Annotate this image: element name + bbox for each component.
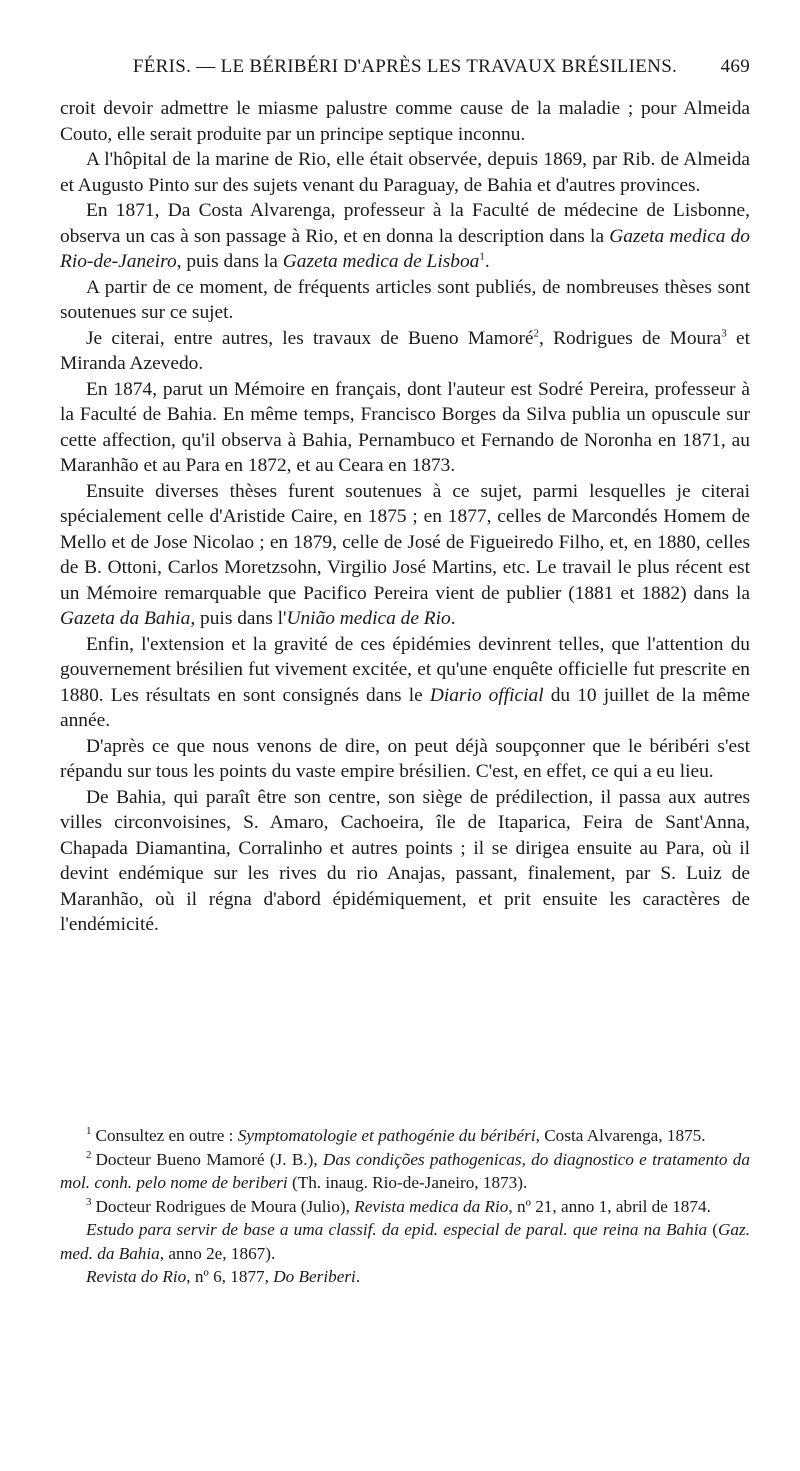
text-run: ( [707,1220,718,1239]
paragraph [60,96,750,147]
footnotes [60,1124,750,1289]
cited-title: Revista medica da Rio [354,1196,509,1216]
paragraph [60,632,750,734]
header-title: FÉRIS. — LE BÉRIBÉRI D'APRÈS LES TRAVAUX BRÉSILIENS. [132,56,678,77]
journal-title: União medica de Rio [286,608,451,629]
text-run: Consultez en outre : [95,1126,238,1145]
text-run: , Rodrigues de Moura [539,327,722,349]
text-run: du 10 juillet de la même année. [60,684,751,731]
text-run: , nº 21, anno 1, abril de 1874. [508,1196,711,1216]
text-run: . [450,608,456,629]
paragraph [60,479,750,632]
text-run: , puis dans l' [190,608,287,629]
footnote-number: 1 [86,1125,92,1138]
text-run: , Costa Alvarenga, 1875. [535,1126,706,1145]
cited-title: Symptomatologie et pathogénie du béribéri [237,1126,536,1145]
footnote-ref: 3 [721,327,727,340]
journal-title: Gazeta da Bahia [60,608,191,629]
text-run: et Miranda Azevedo. [60,327,751,374]
text-run: D'après ce que nous venons de dire, on peut déjà soupçonner que le béribéri s'est répandu sur tous les points du vaste empire brésilien. C'est, en effet, ce qui a eu lieu. [60,735,750,782]
text-run: A partir de ce moment, de fréquents articles sont publiés, de nombreuses thèses sont soutenues sur ce sujet. [60,276,750,323]
text-run: . [484,251,490,272]
footnote-number: 2 [86,1148,92,1161]
text-run: Je citerai, entre autres, les travaux de Bueno Mamoré [86,327,534,349]
footnote-number: 3 [86,1195,92,1208]
footnote [60,1148,750,1195]
cited-title: Do Beriberi [273,1267,356,1286]
paragraph [60,734,750,785]
text-run: De Bahia, qui paraît être son centre, son siège de prédilection, il passa aux autres villes circonvoisines, S. Amaro, Cachoeira, île de Itaparica, Feira de Sant'Anna, Chapada Diamantina, Corralinho et autres points ; il se dirigea ensuite au Para, où il devint endémique sur les rives du rio Anajas, passant, finalement, par S. Luiz de Maranhão, où il régna d'abord épidémiquement, et prit ensuite les caractères de l'endémicité. [60,786,750,935]
journal-title: Gazeta medica do Rio-de-Janeiro [60,225,751,272]
text-run: , nº 6, 1877, [186,1267,274,1286]
cited-title: Estudo para servir de base a uma classif. da epid. especial de paral. que reina na Bahia [86,1220,708,1239]
text-run: croit devoir admettre le miasme palustre comme cause de la maladie ; pour Almeida Couto, elle serait produite par un principe septique inconnu. [60,98,750,145]
body-text [60,96,750,938]
cited-title: Das condições pathogenicas, do diagnostico e tratamento da mol. conh. pelo nome de beriberi [60,1149,750,1192]
cited-title: Gaz. med. da Bahia [60,1220,750,1263]
footnote [60,1124,750,1148]
footnote [60,1195,750,1219]
footnote [60,1265,750,1289]
footnote-ref: 2 [533,327,540,340]
paragraph [60,326,750,377]
running-header [60,56,750,78]
paragraph [60,377,750,479]
page-number: 469 [720,56,750,77]
journal-title: Gazeta medica de Lisboa [282,251,480,272]
text-run: Docteur Rodrigues de Moura (Julio), [95,1196,355,1216]
text-run: Ensuite diverses thèses furent soutenues à ce sujet, parmi lesquelles je citerai spécialement celle d'Aristide Caire, en 1875 ; en 1877, celles de Marcondés Homem de Mello et de Jose Nicolao ; en 1879, celle de José de Figueiredo Filho, et, en 1880, celles de B. Ottoni, Carlos Moretzsohn, Virgilio José Martins, etc. Le travail le plus récent est un Mémoire remarquable que Pacifico Pereira vient de publier (1881 et 1882) dans la [60,480,750,604]
footnote-ref: 1 [479,250,485,263]
text-run: Enfin, l'extension et la gravité de ces épidémies devinrent telles, que l'attention du gouvernement brésilien fut vivement excitée, et qu'une enquête officielle fut prescrite en 1880. Les résultats en sont consignés dans le [60,633,750,706]
text-run: (Th. inaug. Rio-de-Janeiro, 1873). [287,1173,528,1192]
paragraph [60,785,750,938]
text-run: , puis dans la [176,251,283,272]
journal-title: Diario official [429,684,544,706]
text-run: En 1871, Da Costa Alvarenga, professeur à la Faculté de médecine de Lisbonne, observa un cas à son passage à Rio, et en donna la description dans la [60,200,750,247]
cited-title: Revista do Rio [86,1267,187,1286]
paragraph [60,275,750,326]
paragraph [60,198,750,275]
text-run: En 1874, parut un Mémoire en français, dont l'auteur est Sodré Pereira, professeur à la Faculté de Bahia. En même temps, Francisco Borges da Silva publia un opuscule sur cette affection, qu'il observa à Bahia, Pernambuco et Fernando de Noronha en 1871, au Maranhão et au Para en 1872, et au Ceara en 1873. [60,378,750,476]
text-run: . [355,1267,361,1286]
text-run: Docteur Bueno Mamoré (J. B.), [95,1149,323,1169]
text-run: , anno 2e, 1867). [159,1243,276,1263]
footnote [60,1218,750,1265]
text-run: A l'hôpital de la marine de Rio, elle était observée, depuis 1869, par Rib. de Almeida et Augusto Pinto sur des sujets venant du Paraguay, de Bahia et d'autres provinces. [60,149,750,196]
paragraph [60,147,750,198]
